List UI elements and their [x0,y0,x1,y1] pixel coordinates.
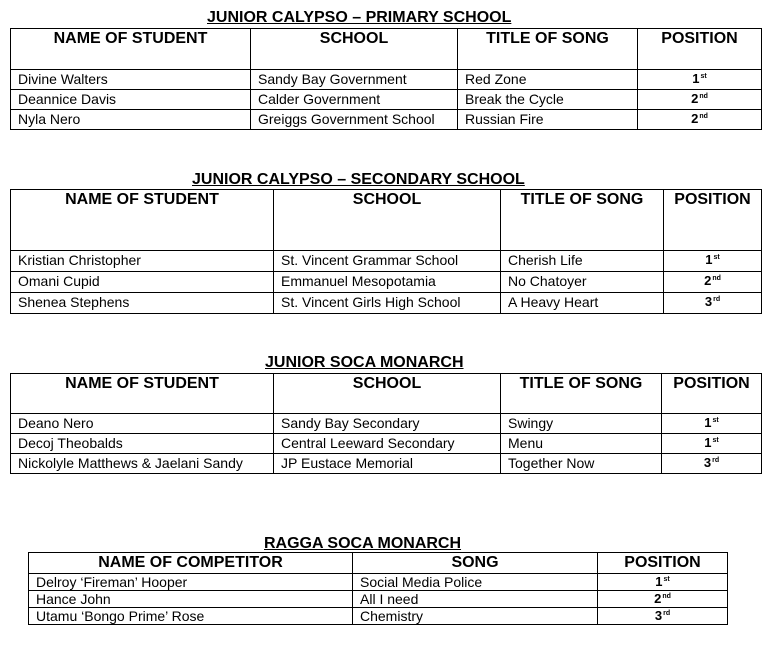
student-name: Decoj Theobalds [11,434,274,454]
column-header-position: POSITION [662,374,762,414]
song-title: All I need [353,591,598,608]
column-header-competitor: NAME OF COMPETITOR [29,553,353,574]
column-header-position: POSITION [598,553,728,574]
competitor-name: Delroy ‘Fireman’ Hooper [29,574,353,591]
table-row [29,608,728,625]
position: 3rd [598,608,728,625]
school-name: Greiggs Government School [251,110,458,130]
school-name: St. Vincent Grammar School [274,251,501,272]
position: 1st [662,434,762,454]
competitor-name: Utamu ‘Bongo Prime’ Rose [29,608,353,625]
table-row [11,272,762,293]
column-header-school: SCHOOL [274,374,501,414]
column-header-name: NAME OF STUDENT [11,29,251,70]
position: 2nd [664,272,762,293]
position: 1st [638,70,762,90]
table-row [29,574,728,591]
section-title-primary-calypso: JUNIOR CALYPSO – PRIMARY SCHOOL [207,9,512,26]
column-header-song: SONG [353,553,598,574]
song-title: A Heavy Heart [501,293,664,314]
school-name: St. Vincent Girls High School [274,293,501,314]
position: 3rd [662,454,762,474]
position: 1st [598,574,728,591]
student-name: Shenea Stephens [11,293,274,314]
table-row [29,591,728,608]
school-name: Sandy Bay Secondary [274,414,501,434]
table-row [11,90,762,110]
song-title: Russian Fire [458,110,638,130]
student-name: Nyla Nero [11,110,251,130]
student-name: Omani Cupid [11,272,274,293]
column-header-song: TITLE OF SONG [501,190,664,251]
table-row [11,251,762,272]
column-header-school: SCHOOL [251,29,458,70]
school-name: JP Eustace Memorial [274,454,501,474]
column-header-song: TITLE OF SONG [501,374,662,414]
student-name: Deannice Davis [11,90,251,110]
position: 2nd [638,90,762,110]
position: 2nd [598,591,728,608]
song-title: Chemistry [353,608,598,625]
section-title-ragga-soca: RAGGA SOCA MONARCH [264,535,462,552]
school-name: Central Leeward Secondary [274,434,501,454]
song-title: Cherish Life [501,251,664,272]
section-title-junior-soca: JUNIOR SOCA MONARCH [265,354,464,371]
column-header-name: NAME OF STUDENT [11,190,274,251]
column-header-school: SCHOOL [274,190,501,251]
song-title: Break the Cycle [458,90,638,110]
position: 3rd [664,293,762,314]
column-header-position: POSITION [638,29,762,70]
song-title: Red Zone [458,70,638,90]
song-title: Menu [501,434,662,454]
position: 2nd [638,110,762,130]
results-table-ragga-soca [28,552,728,625]
column-header-position: POSITION [664,190,762,251]
table-row [11,70,762,90]
position: 1st [662,414,762,434]
table-row [11,293,762,314]
results-table-secondary-calypso [10,189,762,314]
school-name: Calder Government [251,90,458,110]
competitor-name: Hance John [29,591,353,608]
column-header-song: TITLE OF SONG [458,29,638,70]
table-row [11,110,762,130]
song-title: Together Now [501,454,662,474]
section-title-secondary-calypso: JUNIOR CALYPSO – SECONDARY SCHOOL [192,171,525,188]
table-row [11,414,762,434]
table-row [11,434,762,454]
student-name: Divine Walters [11,70,251,90]
school-name: Emmanuel Mesopotamia [274,272,501,293]
student-name: Nickolyle Matthews & Jaelani Sandy [11,454,274,474]
song-title: Swingy [501,414,662,434]
column-header-name: NAME OF STUDENT [11,374,274,414]
student-name: Kristian Christopher [11,251,274,272]
results-table-primary-calypso [10,28,762,130]
song-title: Social Media Police [353,574,598,591]
song-title: No Chatoyer [501,272,664,293]
position: 1st [664,251,762,272]
results-table-junior-soca [10,373,762,474]
school-name: Sandy Bay Government [251,70,458,90]
student-name: Deano Nero [11,414,274,434]
table-row [11,454,762,474]
